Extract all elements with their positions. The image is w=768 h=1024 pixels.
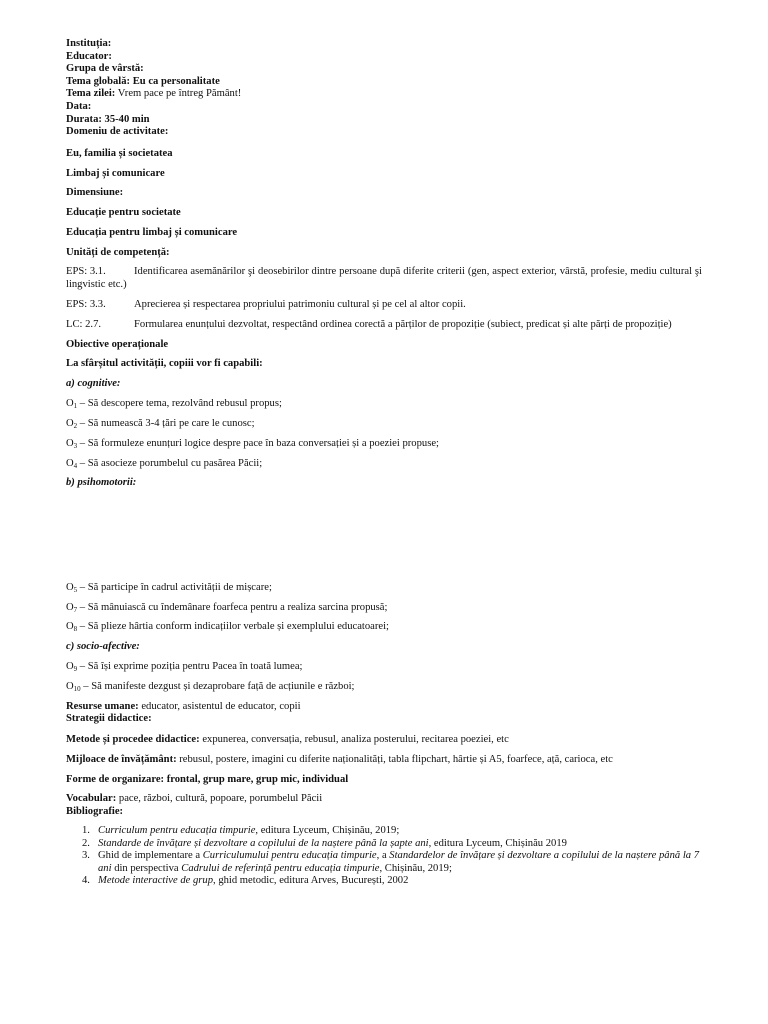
durata: Durata: 35-40 min [66, 113, 150, 125]
cognitive-label: a) cognitive: [66, 378, 121, 389]
dimensiune-label: Dimensiune: [66, 187, 124, 198]
tema-zilei: Tema zilei: Vrem pace pe întreg Pământ! [66, 88, 242, 100]
bibliography-item: 4. Metode interactive de grup, ghid metodic, editura Arves, București, 2002 [82, 875, 409, 887]
domeniu-label: Domeniu de activitate: [66, 126, 169, 138]
psihomotorii-label: b) psihomotorii: [66, 477, 137, 488]
domeniu-item: Eu, familia și societatea [66, 148, 173, 159]
vocabular-line: Vocabular: pace, război, cultură, popoare, porumbelul Păcii [66, 793, 323, 804]
bibliography-item: 2. Standarde de învățare și dezvoltare a copilului de la naștere până la șapte ani, editura Lyceum, Chișinău 2019 [82, 837, 567, 849]
competenta-item: LC: 2.7. Formularea enunțului dezvoltat, respectând ordinea corectă a părților de propoziție (subiect, predicat și alte părți de propoziție) [66, 319, 672, 330]
objective-item: $O_1$ – Să descopere tema, rezolvând rebusul propus; [66, 398, 282, 410]
socio-label: c) socio-afective: [66, 641, 140, 652]
objective-title: Obiective operaționale [66, 339, 169, 350]
metode-line: Metode și procedee didactice: expunerea, conversația, rebusul, analiza posterului, recitarea poeziei, etc [66, 734, 509, 745]
resurse-line: Resurse umane: educator, asistentul de educator, copii [66, 701, 301, 712]
bibliography-item: 1. Curriculum pentru educația timpurie, editura Lyceum, Chișinău, 2019; [82, 825, 400, 836]
objective-item: $O_5$ – Să participe în cadrul activității de mișcare; [66, 582, 272, 594]
competenta-item: EPS: 3.1. Identificarea asemănărilor şi deosebirilor dintre persoane după diferite criterii (gen, aspect exterior, vârstă, profesie, mediu cultural şi lingvistic etc.) [66, 266, 702, 290]
objective-item: $O_9$ – Să își exprime poziția pentru Pacea în toată lumea; [66, 661, 303, 673]
objective-item: $O_{10}$ – Să manifeste dezgust și dezaprobare față de acțiunile e război; [66, 681, 355, 693]
tema-globala: Tema globală: Eu ca personalitate [66, 75, 220, 87]
data-label: Data: [66, 100, 92, 112]
educator-label: Educator: [66, 50, 112, 62]
capabili-line: La sfârșitul activității, copiii vor fi capabili: [66, 358, 263, 369]
objective-item: $O_8$ – Să plieze hârtia conform indicațiilor verbale și exemplului educatoarei; [66, 621, 389, 633]
unitati-label: Unități de competență: [66, 247, 170, 258]
mijloace-line: Mijloace de învățământ: rebusul, postere, imagini cu diferite naționalități, tabla flipchart, hârtie și A5, foarfece, ață, carioca, etc [66, 754, 613, 765]
objective-item: $O_7$ – Să mânuiască cu îndemânare foarfeca pentru a realiza sarcina propusă; [66, 602, 388, 614]
competenta-item: EPS: 3.3. Aprecierea și respectarea propriului patrimoniu cultural și pe cel al altor copii. [66, 299, 466, 310]
grupa-label: Grupa de vârstă: [66, 63, 144, 75]
dimensiune-item: Educație pentru societate [66, 207, 181, 218]
objective-item: $O_3$ – Să formuleze enunțuri logice despre pace în baza conversației și a poeziei propuse; [66, 438, 439, 450]
dimensiune-item: Educația pentru limbaj și comunicare [66, 227, 238, 238]
objective-item: $O_2$ – Să numească 3-4 țări pe care le cunosc; [66, 418, 255, 430]
header-block [66, 38, 702, 139]
institutia-label: Instituția: [66, 38, 112, 49]
bibliography-item: 3. Ghid de implementare a Curriculumului pentru educația timpurie, a Standardelor de învățare și dezvoltare a copilului de la naștere până la 7 ani din perspectiva Cadrului de referință pentru educația timpurie, Chișinău, 2019; [82, 850, 700, 874]
domeniu-item: Limbaj și comunicare [66, 168, 165, 179]
forme-line: Forme de organizare: frontal, grup mare, grup mic, individual [66, 774, 349, 785]
bibliografie-label: Bibliografie: [66, 806, 124, 817]
objective-item: $O_4$ – Să asocieze porumbelul cu pasărea Păcii; [66, 458, 263, 470]
strategii-label: Strategii didactice: [66, 713, 152, 724]
bibliography-list [66, 825, 706, 888]
